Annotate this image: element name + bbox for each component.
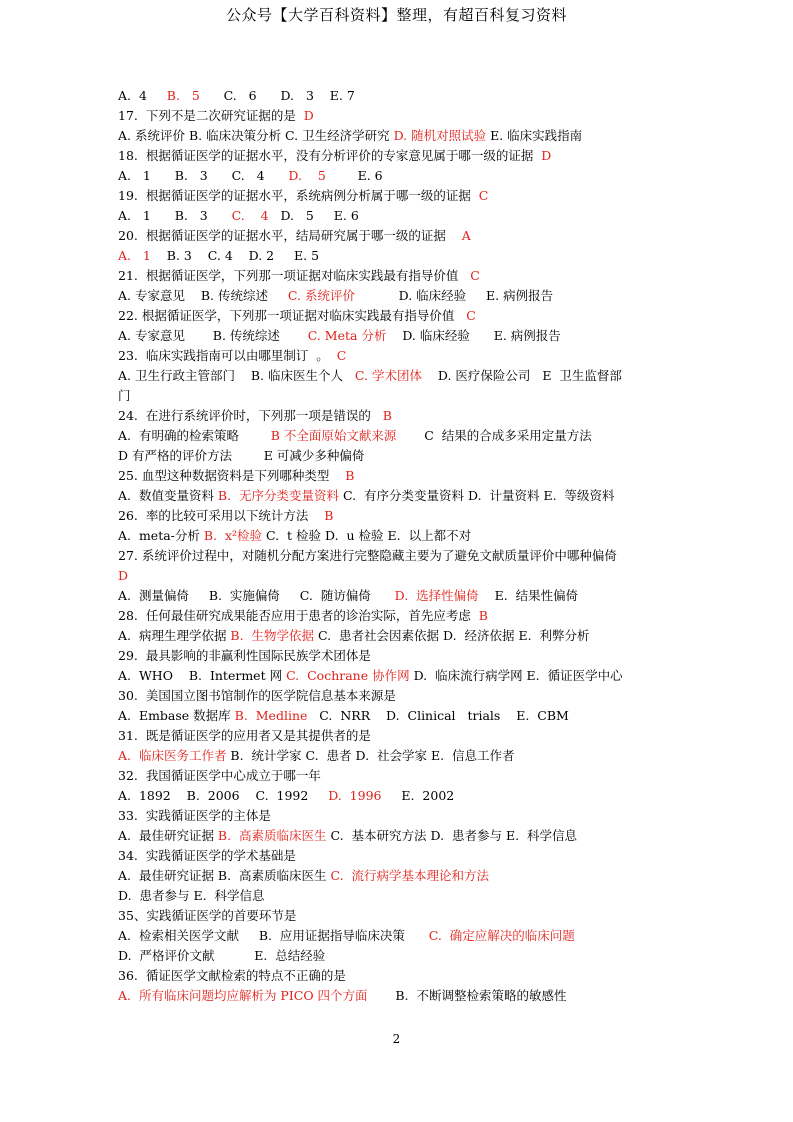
line-text: C 结果的合成多采用定量方法 bbox=[396, 428, 592, 443]
line-text: B. 3 C. 4 D. 2 E. 5 bbox=[150, 248, 320, 263]
line-text: C. t 检验 D. u 检验 E. 以上都不对 bbox=[262, 528, 472, 543]
text-line bbox=[118, 506, 678, 526]
line-text: 24. 在进行系统评价时，下列那一项是错误的 bbox=[118, 408, 383, 423]
answer-text: C. 确定应解决的临床问题 bbox=[428, 928, 575, 943]
line-text: 29. 最具影响的非赢利性国际民族学术团体是 bbox=[118, 648, 371, 663]
line-text: A. 有明确的检索策略 bbox=[118, 428, 271, 443]
text-line bbox=[118, 906, 678, 926]
line-text: 28. 任何最佳研究成果能否应用于患者的诊治实际，首先应考虑 bbox=[118, 608, 479, 623]
line-text: 30. 美国国立图书馆制作的医学院信息基本来源是 bbox=[118, 688, 396, 703]
answer-text: C bbox=[478, 188, 489, 203]
answer-text: B. 高素质临床医生 bbox=[217, 828, 327, 843]
text-line bbox=[118, 466, 678, 486]
text-line bbox=[118, 926, 678, 946]
line-text: A. meta-分析 bbox=[118, 528, 204, 543]
line-text: A. 数值变量资料 bbox=[118, 488, 218, 503]
line-text: C. 基本研究方法 D. 患者参与 E. 科学信息 bbox=[326, 828, 578, 843]
line-text: A. 1 B. 3 C. 4 bbox=[118, 168, 289, 183]
answer-text: C. 系统评价 bbox=[287, 288, 355, 303]
line-text: E. 6 bbox=[325, 168, 383, 183]
line-text: C. 6 D. 3 E. 7 bbox=[199, 88, 355, 103]
answer-text: B bbox=[382, 408, 392, 423]
answer-text: A. 所有临床问题均应解析为 PICO 四个方面 bbox=[118, 988, 368, 1003]
line-text: D. 医疗保险公司 E 卫生监督部 bbox=[422, 368, 622, 383]
answer-text: B. 无序分类变量资料 bbox=[217, 488, 340, 503]
text-line bbox=[118, 666, 678, 686]
line-text: D. 严格评价文献 E. 总结经验 bbox=[118, 948, 326, 963]
line-text: B. 不断调整检索策略的敏感性 bbox=[367, 988, 567, 1003]
answer-text: A bbox=[461, 228, 471, 243]
text-line bbox=[118, 946, 678, 966]
text-line bbox=[118, 326, 678, 346]
line-text: A. 专家意见 B. 传统综述 bbox=[118, 288, 288, 303]
answer-text: B bbox=[478, 608, 488, 623]
answer-text: A. 临床医务工作者 bbox=[118, 748, 227, 763]
line-text: 25. 血型这种数据资料是下列哪种类型 bbox=[118, 468, 346, 483]
answer-text: B. Medline bbox=[234, 708, 308, 723]
line-text: 22. 根据循证医学，下列那一项证据对临床实践最有指导价值 bbox=[118, 308, 467, 323]
line-text: 33. 实践循证医学的主体是 bbox=[118, 808, 271, 823]
line-text: C. 有序分类变量资料 D. 计量资料 E. 等级资料 bbox=[339, 488, 615, 503]
answer-text: B 不全面原始文献来源 bbox=[270, 428, 397, 443]
line-text: A. 检索相关医学文献 B. 应用证据指导临床决策 bbox=[118, 928, 429, 943]
answer-text: C. 流行病学基本理论和方法 bbox=[330, 868, 490, 883]
text-line bbox=[118, 626, 678, 646]
text-line bbox=[118, 826, 678, 846]
text-line bbox=[118, 706, 678, 726]
line-text: D. 5 E. 6 bbox=[268, 208, 359, 223]
line-text: 32. 我国循证医学中心成立于哪一年 bbox=[118, 768, 321, 783]
text-line bbox=[118, 966, 678, 986]
text-line bbox=[118, 426, 678, 446]
line-text: 27. 系统评价过程中，对随机分配方案进行完整隐藏主要为了避免文献质量评价中哪种偏倚 bbox=[118, 548, 617, 563]
line-text: E. 临床实践指南 bbox=[486, 128, 583, 143]
line-text: A. 专家意见 B. 传统综述 bbox=[118, 328, 308, 343]
text-line bbox=[118, 126, 678, 146]
text-line bbox=[118, 386, 678, 406]
line-text: A. 1892 B. 2006 C. 1992 bbox=[118, 788, 329, 803]
text-line bbox=[118, 546, 678, 566]
text-line bbox=[118, 406, 678, 426]
line-text: A. 4 bbox=[118, 88, 167, 103]
text-line bbox=[118, 746, 678, 766]
line-text: 31. 既是循证医学的应用者又是其提供者的是 bbox=[118, 728, 371, 743]
text-line bbox=[118, 306, 678, 326]
line-text: A. 系统评价 B. 临床决策分析 C. 卫生经济学研究 bbox=[118, 128, 394, 143]
answer-text: C. 4 bbox=[231, 208, 269, 223]
text-line bbox=[118, 146, 678, 166]
answer-text: B bbox=[324, 508, 334, 523]
answer-text: C bbox=[336, 348, 347, 363]
line-text: A. Embase 数据库 bbox=[118, 708, 235, 723]
line-text: 35、实践循证医学的首要环节是 bbox=[118, 908, 297, 923]
text-line bbox=[118, 786, 678, 806]
answer-text: D bbox=[118, 568, 129, 583]
text-line bbox=[118, 206, 678, 226]
text-line bbox=[118, 806, 678, 826]
page-header: 公众号【大学百科资料】整理，有超百科复习资料 bbox=[225, 6, 567, 24]
answer-text: D bbox=[541, 148, 552, 163]
line-text: 26. 率的比较可采用以下统计方法 bbox=[118, 508, 325, 523]
line-text: A. WHO B. Intermet 网 bbox=[118, 668, 287, 683]
answer-text: D bbox=[303, 108, 314, 123]
line-text: A. 1 B. 3 bbox=[118, 208, 232, 223]
line-text: D 有严格的评价方法 E 可减少多种偏倚 bbox=[118, 448, 365, 463]
line-text: C. NRR D. Clinical trials E. CBM bbox=[307, 708, 569, 723]
line-text: D. 临床经验 E. 病例报告 bbox=[354, 288, 554, 303]
line-text: 19. 根据循证医学的证据水平，系统病例分析属于哪一级的证据 bbox=[118, 188, 479, 203]
answer-text: B. 生物学依据 bbox=[230, 628, 315, 643]
text-line bbox=[118, 586, 678, 606]
line-text: 21. 根据循证医学，下列那一项证据对临床实践最有指导价值 bbox=[118, 268, 471, 283]
text-line bbox=[118, 106, 678, 126]
text-line bbox=[118, 606, 678, 626]
answer-text: D. 1996 bbox=[328, 788, 382, 803]
line-text: 门 bbox=[118, 388, 131, 403]
answer-text: A. 1 bbox=[118, 248, 151, 263]
answer-text: B bbox=[345, 468, 355, 483]
text-line bbox=[118, 886, 678, 906]
text-line bbox=[118, 846, 678, 866]
answer-text: D. 随机对照试验 bbox=[393, 128, 487, 143]
text-line bbox=[118, 366, 678, 386]
text-line bbox=[118, 526, 678, 546]
text-line bbox=[118, 186, 678, 206]
line-text: A. 病理生理学依据 bbox=[118, 628, 231, 643]
text-line bbox=[118, 986, 678, 1006]
document-body bbox=[118, 86, 678, 1006]
line-text: 34. 实践循证医学的学术基础是 bbox=[118, 848, 296, 863]
text-line bbox=[118, 566, 678, 586]
answer-text: C. Cochrane 协作网 bbox=[286, 668, 410, 683]
line-text: E. 2002 bbox=[381, 788, 455, 803]
line-text: 17. 下列不是二次研究证据的是 bbox=[118, 108, 304, 123]
answer-text: C bbox=[470, 268, 480, 283]
text-line bbox=[118, 166, 678, 186]
line-text: D. 临床流行病学网 E. 循证医学中心 bbox=[409, 668, 623, 683]
answer-text: C bbox=[466, 308, 476, 323]
answer-text: B. 5 bbox=[166, 88, 200, 103]
line-text: 18. 根据循证医学的证据水平，没有分析评价的专家意见属于哪一级的证据 bbox=[118, 148, 542, 163]
line-text: B. 统计学家 C. 患者 D. 社会学家 E. 信息工作者 bbox=[226, 748, 515, 763]
line-text: D. 临床经验 E. 病例报告 bbox=[386, 328, 561, 343]
answer-text: B. x²检验 bbox=[203, 528, 263, 543]
text-line bbox=[118, 286, 678, 306]
page-number: 2 bbox=[392, 1032, 401, 1046]
text-line bbox=[118, 686, 678, 706]
line-text: C. 患者社会因素依据 D. 经济依据 E. 利弊分析 bbox=[314, 628, 590, 643]
text-line bbox=[118, 246, 678, 266]
line-text: A. 最佳研究证据 B. 高素质临床医生 bbox=[118, 868, 331, 883]
line-text: 36. 循证医学文献检索的特点不正确的是 bbox=[118, 968, 346, 983]
line-text: 20. 根据循证医学的证据水平，结局研究属于哪一级的证据 bbox=[118, 228, 462, 243]
answer-text: C. 学术团体 bbox=[354, 368, 422, 383]
text-line bbox=[118, 726, 678, 746]
text-line bbox=[118, 86, 678, 106]
line-text: 23. 临床实践指南可以由哪里制订 。 bbox=[118, 348, 337, 363]
answer-text: D. 5 bbox=[288, 168, 326, 183]
text-line bbox=[118, 266, 678, 286]
answer-text: D. 选择性偏倚 bbox=[394, 588, 479, 603]
line-text: A. 最佳研究证据 bbox=[118, 828, 218, 843]
answer-text: C. Meta 分析 bbox=[307, 328, 387, 343]
line-text: A. 测量偏倚 B. 实施偏倚 C. 随访偏倚 bbox=[118, 588, 395, 603]
text-line bbox=[118, 446, 678, 466]
line-text: A. 卫生行政主管部门 B. 临床医生个人 bbox=[118, 368, 355, 383]
text-line bbox=[118, 646, 678, 666]
text-line bbox=[118, 766, 678, 786]
text-line bbox=[118, 226, 678, 246]
text-line bbox=[118, 486, 678, 506]
line-text: E. 结果性偏倚 bbox=[478, 588, 579, 603]
text-line bbox=[118, 866, 678, 886]
line-text: D. 患者参与 E. 科学信息 bbox=[118, 888, 265, 903]
text-line bbox=[118, 346, 678, 366]
